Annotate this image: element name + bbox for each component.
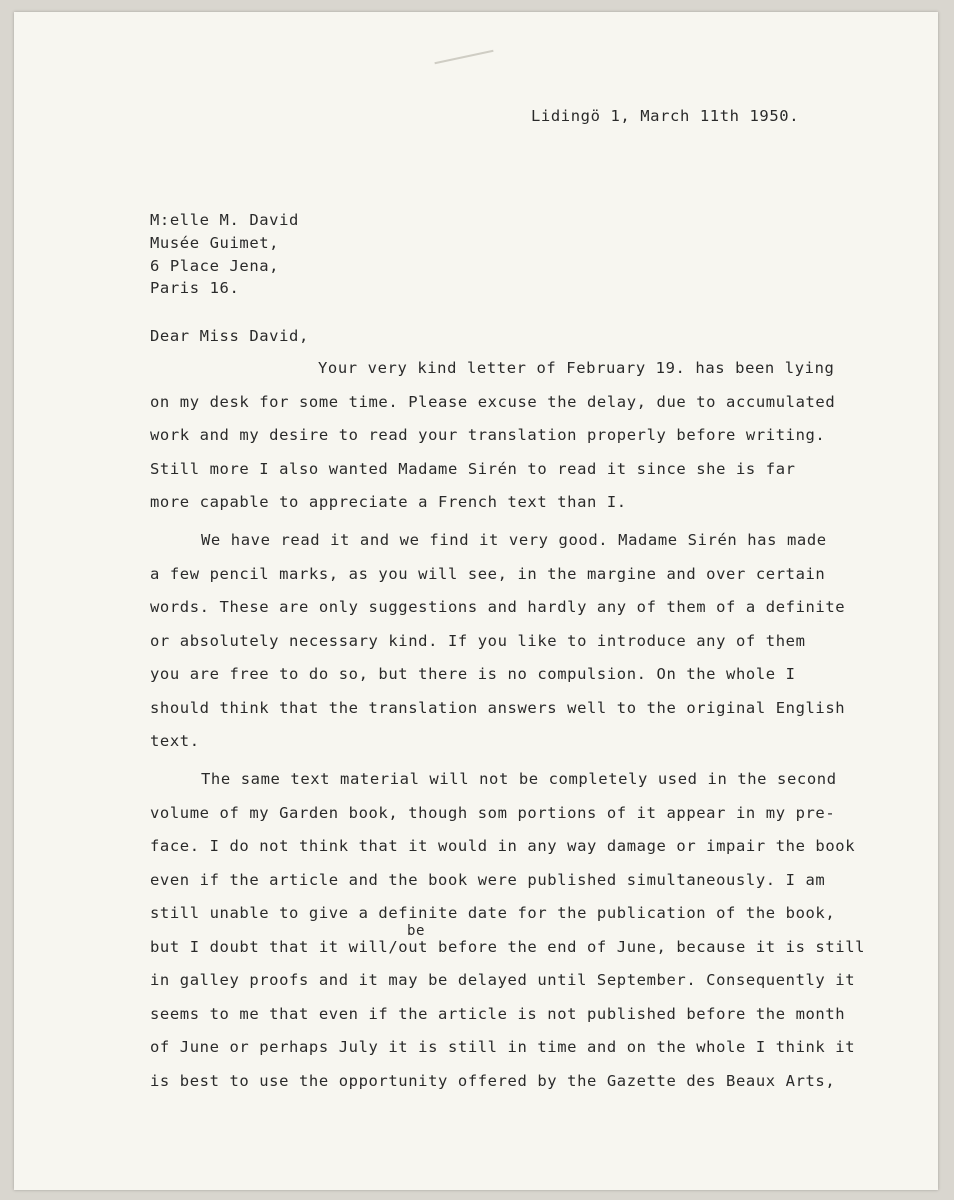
- body-line-19: in galley proofs and it may be delayed until September. Consequently it: [150, 971, 856, 989]
- body-line-18: but I doubt that it will/out before the end of June, because it is still: [150, 938, 866, 956]
- body-line-7: a few pencil marks, as you will see, in the margine and over certain: [150, 565, 826, 583]
- address-line-3: 6 Place Jena,: [150, 257, 280, 275]
- body-line-5: more capable to appreciate a French text than I.: [150, 493, 627, 511]
- body-line-12: text.: [150, 732, 200, 750]
- body-line-15: face. I do not think that it would in any way damage or impair the book: [150, 837, 856, 855]
- salutation: Dear Miss David,: [150, 327, 309, 345]
- body-line-6: We have read it and we find it very good. Madame Sirén has made: [201, 531, 827, 549]
- body-line-8: words. These are only suggestions and hardly any of them of a definite: [150, 598, 846, 616]
- body-line-10: you are free to do so, but there is no compulsion. On the whole I: [150, 665, 796, 683]
- address-line-4: Paris 16.: [150, 279, 240, 297]
- address-line-1: M:elle M. David: [150, 211, 299, 229]
- body-line-11: should think that the translation answers well to the original English: [150, 699, 846, 717]
- date-line: Lidingö 1, March 11th 1950.: [531, 107, 800, 125]
- body-line-22: is best to use the opportunity offered by the Gazette des Beaux Arts,: [150, 1072, 836, 1090]
- body-line-21: of June or perhaps July it is still in time and on the whole I think it: [150, 1038, 856, 1056]
- body-line-16: even if the article and the book were published simultaneously. I am: [150, 871, 826, 889]
- body-line-14: volume of my Garden book, though som portions of it appear in my pre-: [150, 804, 836, 822]
- body-line-17: still unable to give a definite date for the publication of the book,: [150, 904, 836, 922]
- paper-crease: [434, 50, 493, 64]
- body-line-1: Your very kind letter of February 19. has been lying: [318, 359, 835, 377]
- body-line-13: The same text material will not be completely used in the second: [201, 770, 837, 788]
- address-line-2: Musée Guimet,: [150, 234, 280, 252]
- body-line-4: Still more I also wanted Madame Sirén to read it since she is far: [150, 460, 796, 478]
- body-line-20: seems to me that even if the article is not published before the month: [150, 1005, 846, 1023]
- body-line-3: work and my desire to read your translation properly before writing.: [150, 426, 826, 444]
- body-line-9: or absolutely necessary kind. If you like to introduce any of them: [150, 632, 806, 650]
- letter-page: [14, 12, 938, 1190]
- handwritten-insertion: be: [407, 923, 426, 939]
- body-line-2: on my desk for some time. Please excuse the delay, due to accumulated: [150, 393, 836, 411]
